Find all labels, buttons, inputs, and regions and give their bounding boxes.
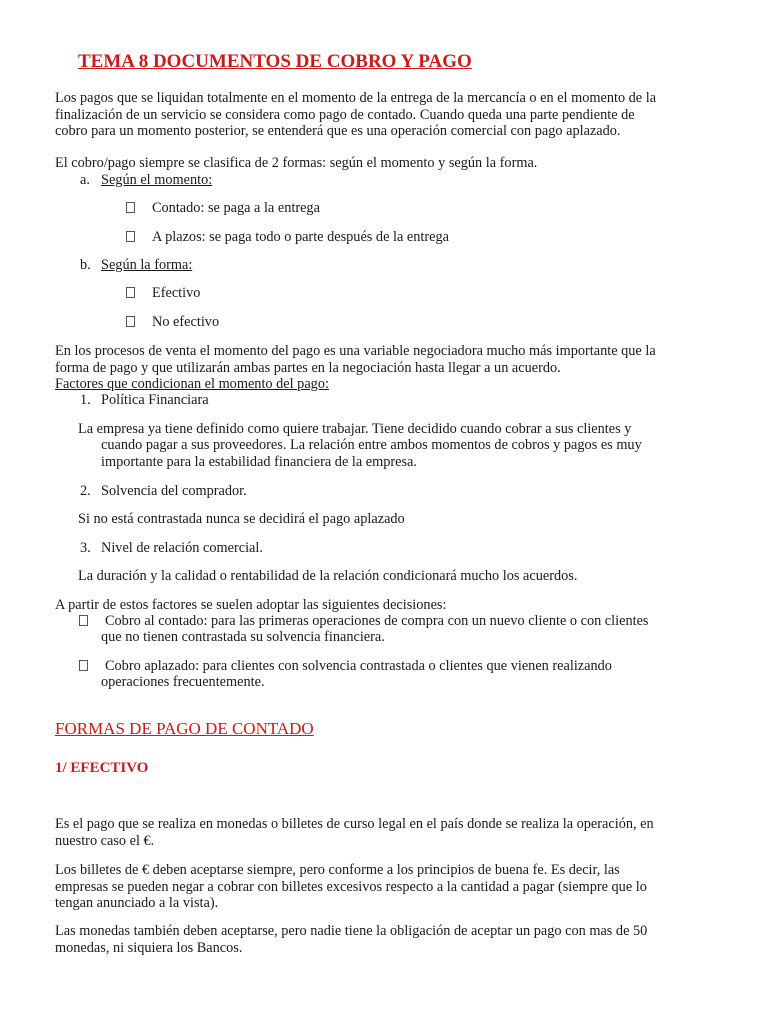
procesos-paragraph bbox=[55, 343, 656, 376]
intro-paragraph bbox=[55, 90, 656, 140]
factor-2-marker: 2. bbox=[80, 483, 91, 499]
bullet-box-icon bbox=[126, 229, 135, 246]
factor-3-label: Nivel de relación comercial. bbox=[101, 540, 263, 556]
section-a-marker: a. bbox=[80, 172, 90, 188]
efectivo-paragraph-1 bbox=[55, 816, 654, 849]
factores-title: Factores que condicionan el momento del pago: bbox=[55, 376, 329, 392]
paragraph-line: Es el pago que se realiza en monedas o billetes de curso legal en el país donde se realiza la operación, en bbox=[55, 816, 654, 832]
decision-line: Cobro al contado: para las primeras operaciones de compra con un nuevo cliente o con clientes bbox=[105, 613, 649, 629]
factor-1-marker: 1. bbox=[80, 392, 91, 408]
factor-1-line: cuando pagar a sus proveedores. La relación entre ambos momentos de cobros y pagos es muy bbox=[101, 437, 642, 453]
list-item: A plazos: se paga todo o parte después de la entrega bbox=[152, 229, 449, 245]
intro-line: Los pagos que se liquidan totalmente en el momento de la entrega de la mercancía o en el momento de la bbox=[55, 90, 657, 106]
factor-2-text: Si no está contrastada nunca se decidirá el pago aplazado bbox=[78, 511, 405, 527]
factor-3-text: La duración y la calidad o rentabilidad de la relación condicionará mucho los acuerdos. bbox=[78, 568, 578, 584]
paragraph-line: monedas, ni siquiera los Bancos. bbox=[55, 939, 243, 956]
decision-line: Cobro aplazado: para clientes con solvencia contrastada o clientes que vienen realizando bbox=[105, 658, 612, 674]
formas-heading: FORMAS DE PAGO DE CONTADO bbox=[55, 719, 314, 738]
clasifica-paragraph: El cobro/pago siempre se clasifica de 2 formas: según el momento y según la forma. bbox=[55, 155, 538, 171]
bullet-box-icon bbox=[126, 285, 135, 302]
factor-1-line: importante para la estabilidad financiera de la empresa. bbox=[101, 454, 417, 470]
factor-1-line: La empresa ya tiene definido como quiere trabajar. Tiene decidido cuando cobrar a sus clientes y bbox=[78, 421, 632, 437]
procesos-line: En los procesos de venta el momento del pago es una variable negociadora mucho más importante que la bbox=[55, 343, 656, 359]
decision-line: que no tienen contrastada su solvencia financiera. bbox=[101, 629, 385, 645]
factor-1-label: Política Financiara bbox=[101, 392, 209, 408]
bullet-box-icon bbox=[126, 314, 135, 331]
paragraph-line: nuestro caso el €. bbox=[55, 832, 155, 849]
list-item: Contado: se paga a la entrega bbox=[152, 200, 320, 216]
section-b-marker: b. bbox=[80, 257, 91, 273]
paragraph-line: empresas se pueden negar a cobrar con billetes excesivos respecto a la cantidad a pagar (siempre que lo bbox=[55, 878, 647, 895]
intro-line: finalización de un servicio se considera como pago de contado. Cuando queda una parte pendiente de bbox=[55, 106, 635, 123]
section-b-label: Según la forma: bbox=[101, 257, 193, 273]
document-title: TEMA 8 DOCUMENTOS DE COBRO Y PAGO bbox=[78, 51, 472, 72]
bullet-box-icon bbox=[79, 613, 88, 630]
paragraph-line: Las monedas también deben aceptarse, pero nadie tiene la obligación de aceptar un pago con mas de 50 bbox=[55, 923, 648, 939]
decision-line: operaciones frecuentemente. bbox=[101, 674, 265, 690]
efectivo-paragraph-3 bbox=[55, 923, 647, 956]
decisiones-title: A partir de estos factores se suelen adoptar las siguientes decisiones: bbox=[55, 597, 447, 613]
bullet-box-icon bbox=[79, 658, 88, 675]
paragraph-line: tengan anunciado a la vista). bbox=[55, 895, 219, 911]
intro-line: cobro para un momento posterior, se entenderá que es una operación comercial con pago aplazado. bbox=[55, 123, 621, 139]
paragraph-line: Los billetes de € deben aceptarse siempre, pero conforme a los principios de buena fe. Es decir, las bbox=[55, 862, 620, 878]
section-a-label: Según el momento: bbox=[101, 172, 213, 188]
bullet-box-icon bbox=[126, 200, 135, 217]
procesos-line: forma de pago y que utilizarán ambas partes en la negociación hasta llegar a un acuerdo. bbox=[55, 359, 561, 376]
efectivo-paragraph-2 bbox=[55, 862, 647, 912]
factor-2-label: Solvencia del comprador. bbox=[101, 483, 247, 499]
efectivo-heading: 1/ EFECTIVO bbox=[55, 760, 149, 776]
factor-3-marker: 3. bbox=[80, 540, 91, 556]
list-item: No efectivo bbox=[152, 314, 220, 330]
list-item: Efectivo bbox=[152, 285, 201, 301]
